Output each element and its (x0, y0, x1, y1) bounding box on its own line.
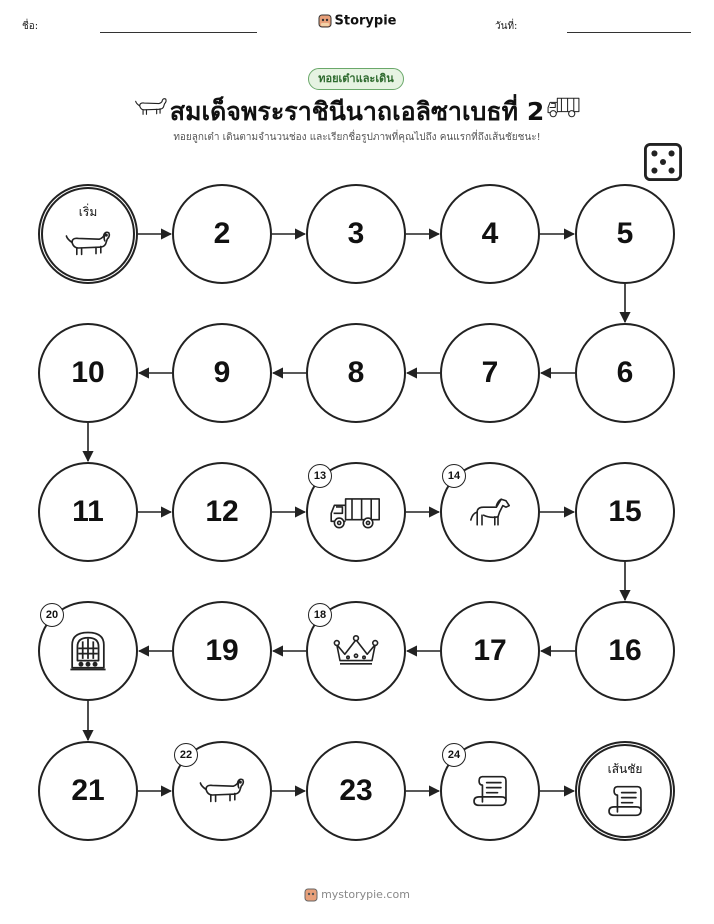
space-number: 19 (205, 634, 239, 667)
space-number-tag: 22 (174, 743, 198, 767)
space-number: 23 (339, 774, 373, 807)
space-number-tag: 20 (40, 603, 64, 627)
board-space-5 (575, 184, 675, 284)
space-number: 9 (213, 356, 231, 389)
board-space-9 (172, 323, 272, 423)
start-label: เริ่ม (78, 205, 98, 219)
date-label: วันที่: (495, 21, 518, 32)
space-number: 8 (347, 356, 365, 389)
space-number: 10 (71, 356, 105, 389)
space-number: 7 (481, 356, 499, 389)
space-number: 17 (473, 634, 507, 667)
board-space-8 (306, 323, 406, 423)
radio-icon (65, 629, 111, 673)
space-number: 21 (71, 774, 105, 807)
board-space-3 (306, 184, 406, 284)
dog-icon (198, 775, 246, 807)
space-number: 11 (72, 495, 104, 528)
scroll-icon (469, 770, 511, 812)
board-space-19 (172, 601, 272, 701)
dog-icon (64, 228, 112, 260)
horse-icon (466, 494, 514, 530)
space-number: 6 (616, 356, 634, 389)
space-number: 16 (608, 634, 642, 667)
space-number-tag: 24 (442, 743, 466, 767)
name-label: ชื่อ: (22, 21, 39, 32)
board-space-11 (38, 462, 138, 562)
page-title: สมเด็จพระราชินีนาถเอลิซาเบธที่ 2 (169, 97, 545, 126)
board-space-12 (172, 462, 272, 562)
instructions: ทอยลูกเต๋า เดินตามจำนวนช่อง และเรียกชื่อรูปภาพที่คุณไปถึง คนแรกที่ถึงเส้นชัยชนะ! (173, 132, 541, 143)
board-space-21 (38, 741, 138, 841)
board-space-15 (575, 462, 675, 562)
game-type-badge: ทอยเต๋าและเดิน (308, 68, 404, 90)
truck-icon (328, 494, 384, 531)
space-number: 15 (608, 495, 642, 528)
start-space (38, 184, 138, 284)
board-space-4 (440, 184, 540, 284)
footer (0, 887, 714, 903)
space-number: 3 (347, 217, 365, 250)
storypie-logo-icon (304, 887, 318, 903)
board-space-23 (306, 741, 406, 841)
space-number: 2 (213, 217, 231, 250)
brand-name: Storypie (334, 13, 397, 29)
finish-space (575, 741, 675, 841)
space-number: 12 (205, 495, 239, 528)
space-number-tag: 14 (442, 464, 466, 488)
scroll-icon (604, 780, 646, 822)
footer-url: mystorypie.com (321, 888, 410, 901)
space-number: 5 (616, 217, 634, 250)
space-number: 4 (481, 217, 499, 250)
board-space-17 (440, 601, 540, 701)
finish-label: เส้นชัย (607, 762, 643, 776)
board-space-6 (575, 323, 675, 423)
crown-icon (332, 633, 380, 669)
space-number-tag: 18 (308, 603, 332, 627)
board-space-2 (172, 184, 272, 284)
space-number-tag: 13 (308, 464, 332, 488)
board-space-7 (440, 323, 540, 423)
board-space-10 (38, 323, 138, 423)
board-space-16 (575, 601, 675, 701)
